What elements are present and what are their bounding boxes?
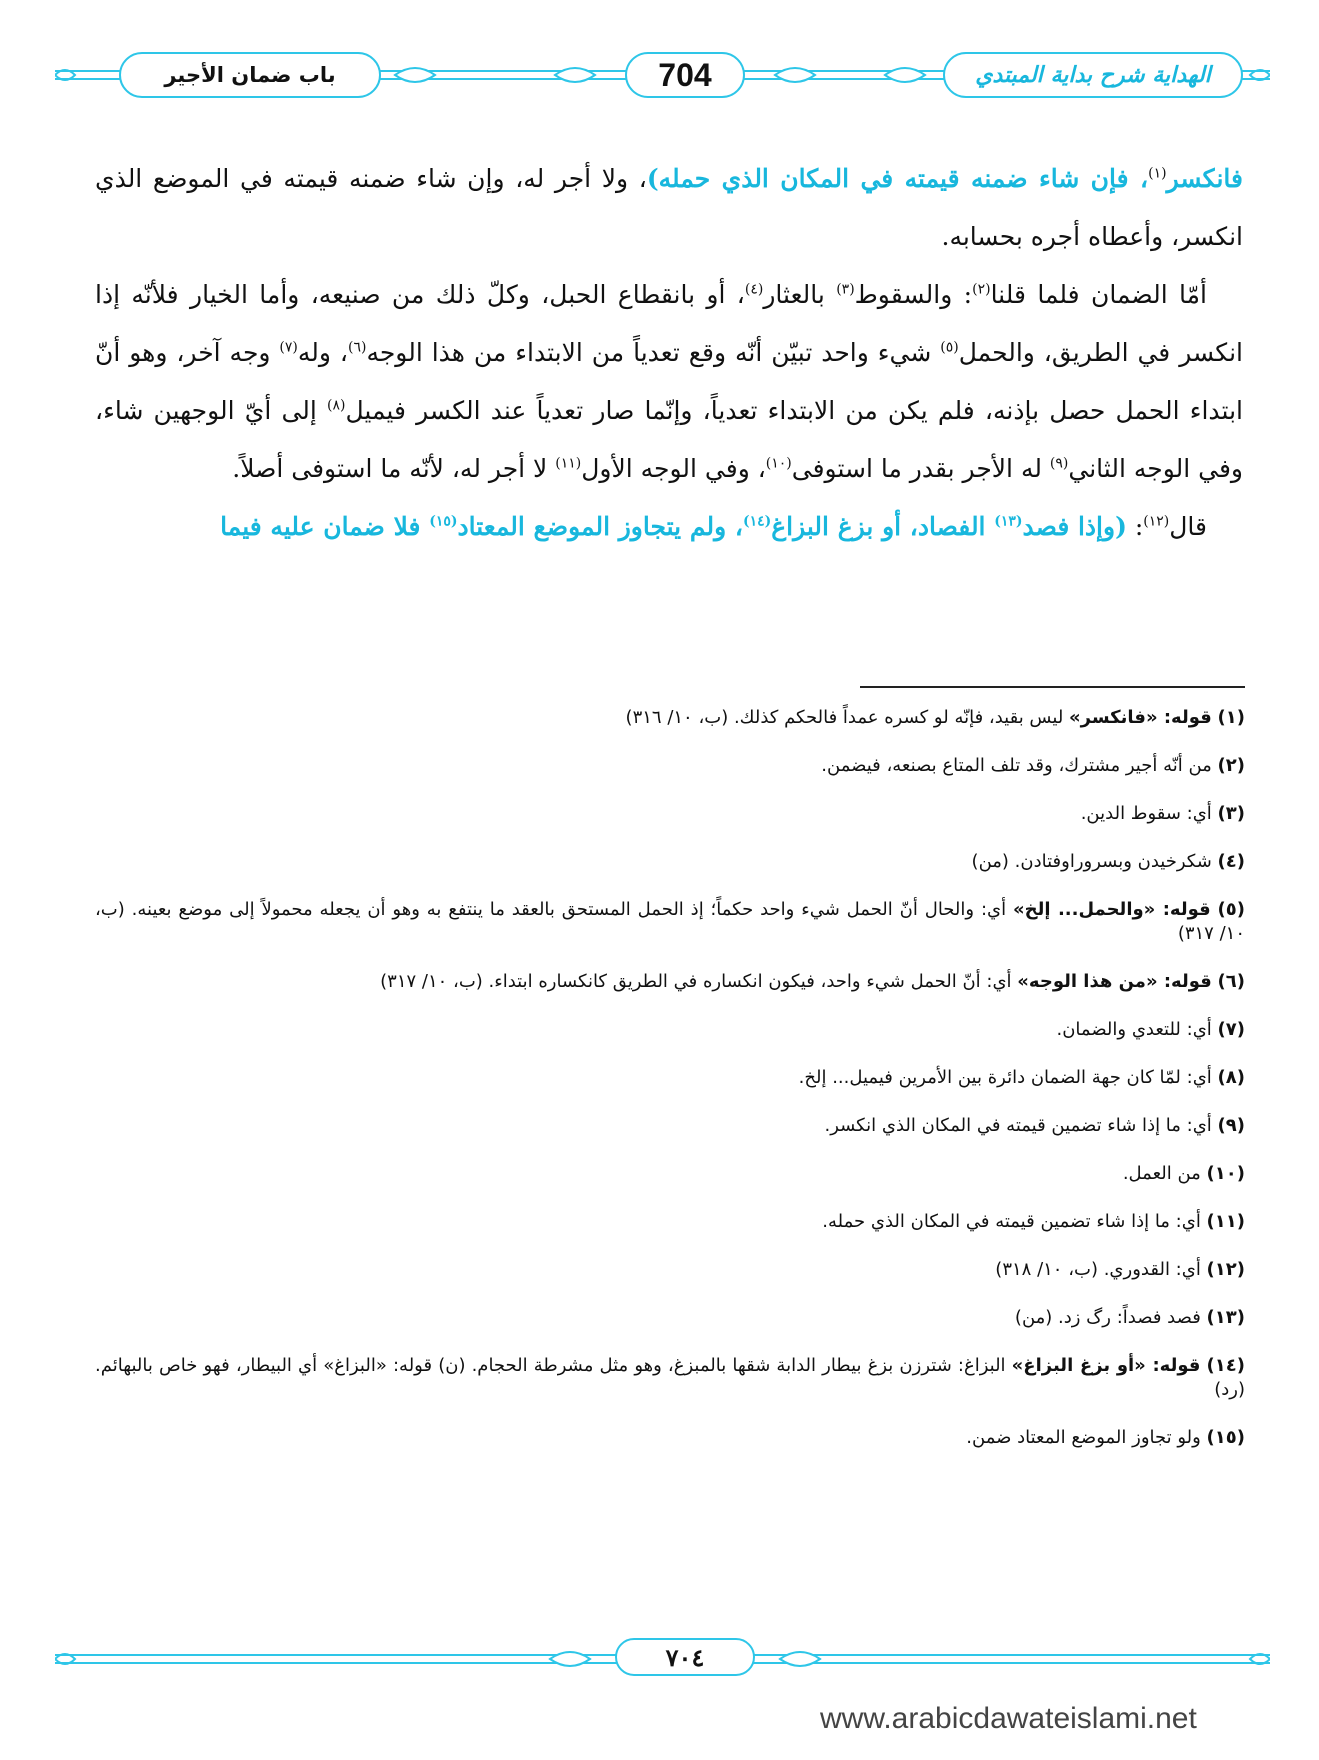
footnote bbox=[95, 1066, 1245, 1090]
footnote bbox=[95, 754, 1245, 778]
footnote-number: (١٥) bbox=[1206, 1427, 1245, 1448]
footnote-ref: (١٢) bbox=[1143, 513, 1170, 530]
text-run: أمّا الضمان فلما قلنا bbox=[990, 280, 1207, 309]
text-run: فلا ضمان عليه فيما bbox=[220, 512, 430, 541]
footnote-text: أي: ما إذا شاء تضمين قيمته في المكان الذي انكسر. bbox=[824, 1115, 1218, 1136]
text-run: ، وفي الوجه الأول bbox=[581, 454, 766, 483]
text-run: إلى أيّ الوجهين شاء، وفي الوجه الثاني bbox=[95, 396, 1243, 483]
footnote-text: أي: لمّا كان جهة الضمان دائرة بين الأمرين فيميل... إلخ. bbox=[798, 1067, 1218, 1088]
text-run: شيء واحد تبيّن أنّه وقع تعدياً من الابتداء من هذا الوجه bbox=[366, 338, 941, 367]
text-run: : والسقوط bbox=[854, 280, 973, 309]
footnote bbox=[95, 1306, 1245, 1330]
footnote-ref: (٦) bbox=[347, 339, 367, 356]
footnote bbox=[95, 1018, 1245, 1042]
page-footer bbox=[55, 1638, 1270, 1682]
footnote-text: أي: ما إذا شاء تضمين قيمته في المكان الذي حمله. bbox=[822, 1211, 1207, 1232]
footnote-number: (٦) bbox=[1217, 971, 1245, 992]
footnote-ref: (١٣) bbox=[994, 513, 1023, 530]
footnote-number: (٩) bbox=[1217, 1115, 1245, 1136]
text-run: بالعثار bbox=[763, 280, 837, 309]
paragraph-1 bbox=[95, 150, 1243, 266]
footnote-ref: (١٤) bbox=[742, 513, 772, 530]
paragraph-2 bbox=[95, 266, 1243, 498]
footnote-number: (٢) bbox=[1217, 755, 1245, 776]
chapter-title: باب ضمان الأجير bbox=[119, 52, 381, 98]
footnote-text: أي: أنّ الحمل شيء واحد، فيكون انكساره في الطريق كانكساره ابتداء. (ب، ١٠/ ٣١٧) bbox=[380, 971, 1018, 992]
book-title: الهداية شرح بداية المبتدي bbox=[943, 52, 1243, 98]
footnote-ref: (٨) bbox=[327, 397, 346, 414]
main-text bbox=[95, 150, 1243, 556]
footnote-number: (١٢) bbox=[1206, 1259, 1245, 1280]
footnote bbox=[95, 1426, 1245, 1450]
footnote-number: (١) bbox=[1217, 707, 1245, 728]
text-run: لا أجر له، لأنّه ما استوفى أصلاً. bbox=[232, 454, 556, 483]
page-header bbox=[55, 52, 1270, 102]
footnote-ref: (٤) bbox=[744, 281, 764, 298]
footnote bbox=[95, 1114, 1245, 1138]
footnote-number: (١١) bbox=[1206, 1211, 1245, 1232]
footnote-text: البزاغ: شترزن بزغ بيطار الدابة شقها بالمبزغ، وهو مثل مشرطة الحجام. (ن) قوله: «البزاغ» أي البيطار، فهو خاص بالبهائم. (رد) bbox=[95, 1355, 1245, 1400]
footnote-number: (٥) bbox=[1217, 899, 1246, 920]
footnote-ref: (٥) bbox=[940, 339, 959, 356]
watermark: www.arabicdawateislami.net bbox=[820, 1702, 1197, 1735]
footnote bbox=[95, 970, 1245, 994]
footnote bbox=[95, 898, 1245, 946]
footnote-text: أي: والحال أنّ الحمل شيء واحد حكماً؛ إذ الحمل المستحق بالعقد ما ينتفع به وهو أن يجعله محمولاً إلى موضع بعينه. (ب، ١٠/ ٣١٧) bbox=[95, 899, 1245, 944]
footnote-number: (٣) bbox=[1217, 803, 1245, 824]
footnote-text: شكرخيدن وبسروراوفتادن. (من) bbox=[971, 851, 1218, 872]
text-run: قال bbox=[1169, 512, 1207, 541]
footnote-text: أي: سقوط الدين. bbox=[1080, 803, 1218, 824]
page-number: 704 bbox=[625, 52, 745, 98]
footnote bbox=[95, 1210, 1245, 1234]
footnote-lemma: قوله: «أو بزغ البزاغ» bbox=[1011, 1355, 1201, 1376]
text-run: وجه آخر، وهو أنّ ابتداء الحمل حصل بإذنه، فلم يكن من الابتداء تعدياً، وإنّما صار تعدياً عند الكسر فيميل bbox=[95, 338, 1244, 425]
footnote-number: (١٤) bbox=[1206, 1355, 1245, 1376]
footnote-number: (١٠) bbox=[1206, 1163, 1245, 1184]
footnote-number: (٤) bbox=[1217, 851, 1245, 872]
footnote-text: من العمل. bbox=[1122, 1163, 1207, 1184]
text-run: : bbox=[1126, 512, 1144, 541]
footer-page-number: ٧٠٤ bbox=[615, 1638, 755, 1676]
footnote-text: فصد فصداً: رگ زد. (من) bbox=[1014, 1307, 1207, 1328]
footnote bbox=[95, 1162, 1245, 1186]
footnote-lemma: قوله: «فانكسر» bbox=[1069, 707, 1212, 728]
text-run: فانكسر bbox=[1166, 164, 1243, 193]
text-run: ، ولم يتجاوز الموضع المعتاد bbox=[457, 512, 743, 541]
text-run: (وإذا فصد bbox=[1022, 512, 1127, 541]
text-run: ، ولا أجر له، وإن شاء ضمنه قيمته في الموضع الذي انكسر، وأعطاه أجره بحسابه. bbox=[95, 164, 1243, 251]
footnote-text: ولو تجاوز الموضع المعتاد ضمن. bbox=[966, 1427, 1207, 1448]
text-run: الفصاد، أو بزغ البزاغ bbox=[771, 512, 995, 541]
text-run: ، وله bbox=[297, 338, 348, 367]
footnote-number: (٧) bbox=[1217, 1019, 1245, 1040]
footnote-number: (١٣) bbox=[1206, 1307, 1245, 1328]
footnote-ref: (٢) bbox=[972, 281, 991, 298]
footnote bbox=[95, 706, 1245, 730]
footnote bbox=[95, 802, 1245, 826]
footnote-text: أي: للتعدي والضمان. bbox=[1056, 1019, 1218, 1040]
footnote-ref: (٩) bbox=[1049, 455, 1069, 472]
footnote bbox=[95, 1258, 1245, 1282]
footnote-divider bbox=[860, 686, 1245, 688]
footnote-ref: (٧) bbox=[279, 339, 298, 356]
footnotes bbox=[95, 706, 1245, 1474]
footnote-text: أي: القدوري. (ب، ١٠/ ٣١٨) bbox=[995, 1259, 1207, 1280]
footnote-ref: (١٠) bbox=[765, 455, 792, 472]
footnote bbox=[95, 1354, 1245, 1402]
footnote-lemma: قوله: «والحمل... إلخ» bbox=[1013, 899, 1211, 920]
footnote-ref: (١٥) bbox=[429, 513, 458, 530]
paragraph-3 bbox=[95, 498, 1243, 556]
footnote-ref: (١) bbox=[1148, 165, 1167, 182]
footnote-ref: (١١) bbox=[555, 455, 582, 472]
footnote-ref: (٣) bbox=[836, 281, 855, 298]
text-run: له الأجر بقدر ما استوفى bbox=[791, 454, 1050, 483]
text-run: ، أو بانقطاع الحبل، وكلّ ذلك من صنيعه، وأما الخيار فلأنّه إذا انكسر في الطريق، والحمل bbox=[95, 280, 1243, 367]
footnote bbox=[95, 850, 1245, 874]
footnote-lemma: قوله: «من هذا الوجه» bbox=[1017, 971, 1212, 992]
text-run: ، فإن شاء ضمنه قيمته في المكان الذي حمله) bbox=[646, 164, 1149, 193]
footnote-text: ليس بقيد، فإنّه لو كسره عمداً فالحكم كذلك. (ب، ١٠/ ٣١٦) bbox=[625, 707, 1070, 728]
footnote-number: (٨) bbox=[1217, 1067, 1245, 1088]
footnote-text: من أنّه أجير مشترك، وقد تلف المتاع بصنعه، فيضمن. bbox=[821, 755, 1218, 776]
